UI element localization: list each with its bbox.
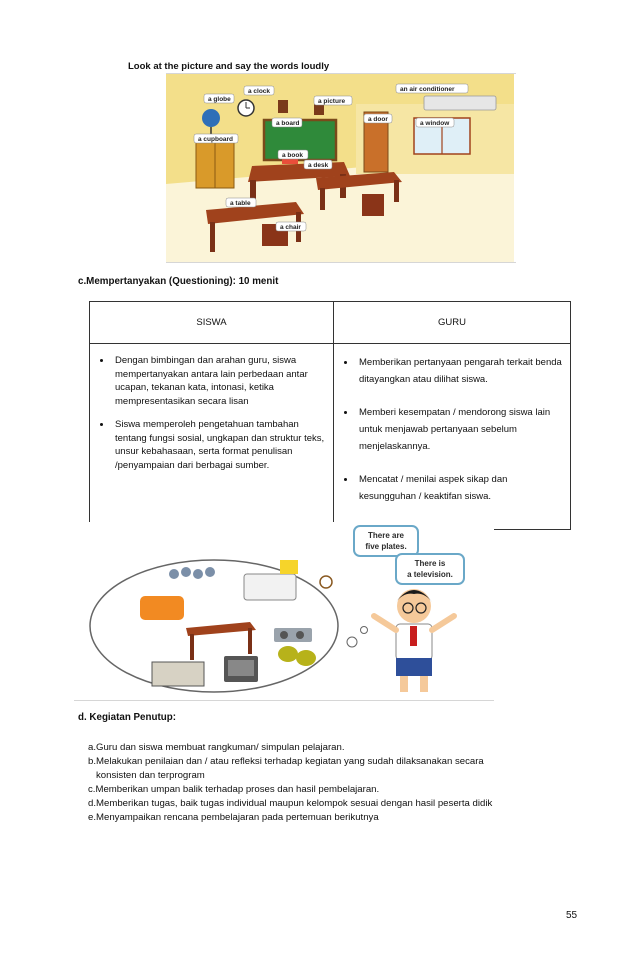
label-book: a book: [282, 152, 303, 159]
table-header-row: [90, 302, 571, 344]
guru-list: [340, 354, 562, 505]
list-item: • Memberi kesempatan / mendorong siswa lain untuk menjawab pertanyaan sebelum menjelaskannya.: [356, 404, 562, 455]
label-window: a window: [420, 120, 450, 127]
list-item: • Mencatat / menilai aspek sikap dan kesungguhan / keaktifan siswa.: [356, 471, 562, 505]
siswa-list: [96, 354, 325, 472]
closing-list: [88, 741, 492, 825]
label-board: a board: [276, 120, 300, 127]
instruction-text: Look at the picture and say the words loudly: [128, 61, 330, 72]
speech-bubble-1-line-1: There are: [367, 531, 405, 540]
activity-table: [89, 301, 571, 530]
boy-thinking-illustration: [74, 522, 494, 700]
label-clock: a clock: [248, 88, 271, 95]
table-row: [90, 344, 571, 530]
header-guru: GURU: [334, 302, 571, 344]
label-globe: a globe: [208, 96, 231, 103]
label-door: a door: [368, 116, 388, 123]
classroom-illustration: [166, 74, 514, 262]
siswa-cell: [90, 344, 334, 530]
closing-item-a: a.Guru dan siswa membuat rangkuman/ simpulan pelajaran.: [88, 742, 345, 753]
closing-item-c: c.Memberikan umpan balik terhadap proses dan hasil pembelajaran.: [88, 784, 380, 795]
closing-item-d: d.Memberikan tugas, baik tugas individual maupun kelompok sesuai dengan hasil peserta didik: [88, 798, 493, 809]
closing-heading: d. Kegiatan Penutup:: [78, 712, 176, 723]
list-item: • Siswa memperoleh pengetahuan tambahan tentang fungsi sosial, ungkapan dan struktur teks, unsur kebahasaan, serta format penulisan /penyampaian dari berbagai sumber.: [112, 418, 325, 472]
speech-bubble-2-line-1: There is: [414, 559, 446, 568]
label-desk: a desk: [308, 162, 329, 169]
list-item: • Dengan bimbingan dan arahan guru, siswa mempertanyakan antara lain perbedaan antar ucapan, tekanan kata, intonasi, ketika mempresentasikan secara lisan: [112, 354, 325, 408]
page-number: 55: [566, 910, 578, 921]
closing-item-b: b.Melakukan penilaian dan / atau refleksi terhadap kegiatan yang sudah dilaksanakan secara: [88, 756, 484, 767]
divider-bottom-2: [74, 700, 494, 701]
label-air-conditioner: an air conditioner: [400, 86, 455, 93]
header-siswa: SISWA: [90, 302, 334, 344]
speech-bubble-1-line-2: five plates.: [365, 542, 407, 551]
divider-bottom: [166, 262, 516, 263]
label-chair: a chair: [280, 224, 301, 231]
label-cupboard: a cupboard: [198, 136, 234, 143]
speech-bubble-2-line-2: a television.: [407, 570, 453, 579]
questioning-heading: c.Mempertanyakan (Questioning): 10 menit: [78, 276, 279, 287]
closing-item-b-continued: konsisten dan terprogram: [96, 770, 205, 781]
closing-item-e: e.Menyampaikan rencana pembelajaran pada pertemuan berikutnya: [88, 812, 379, 823]
label-picture: a picture: [318, 98, 346, 105]
label-table: a table: [230, 200, 251, 207]
list-item: • Memberikan pertanyaan pengarah terkait benda ditayangkan atau dilihat siswa.: [356, 354, 562, 388]
guru-cell: [334, 344, 571, 530]
